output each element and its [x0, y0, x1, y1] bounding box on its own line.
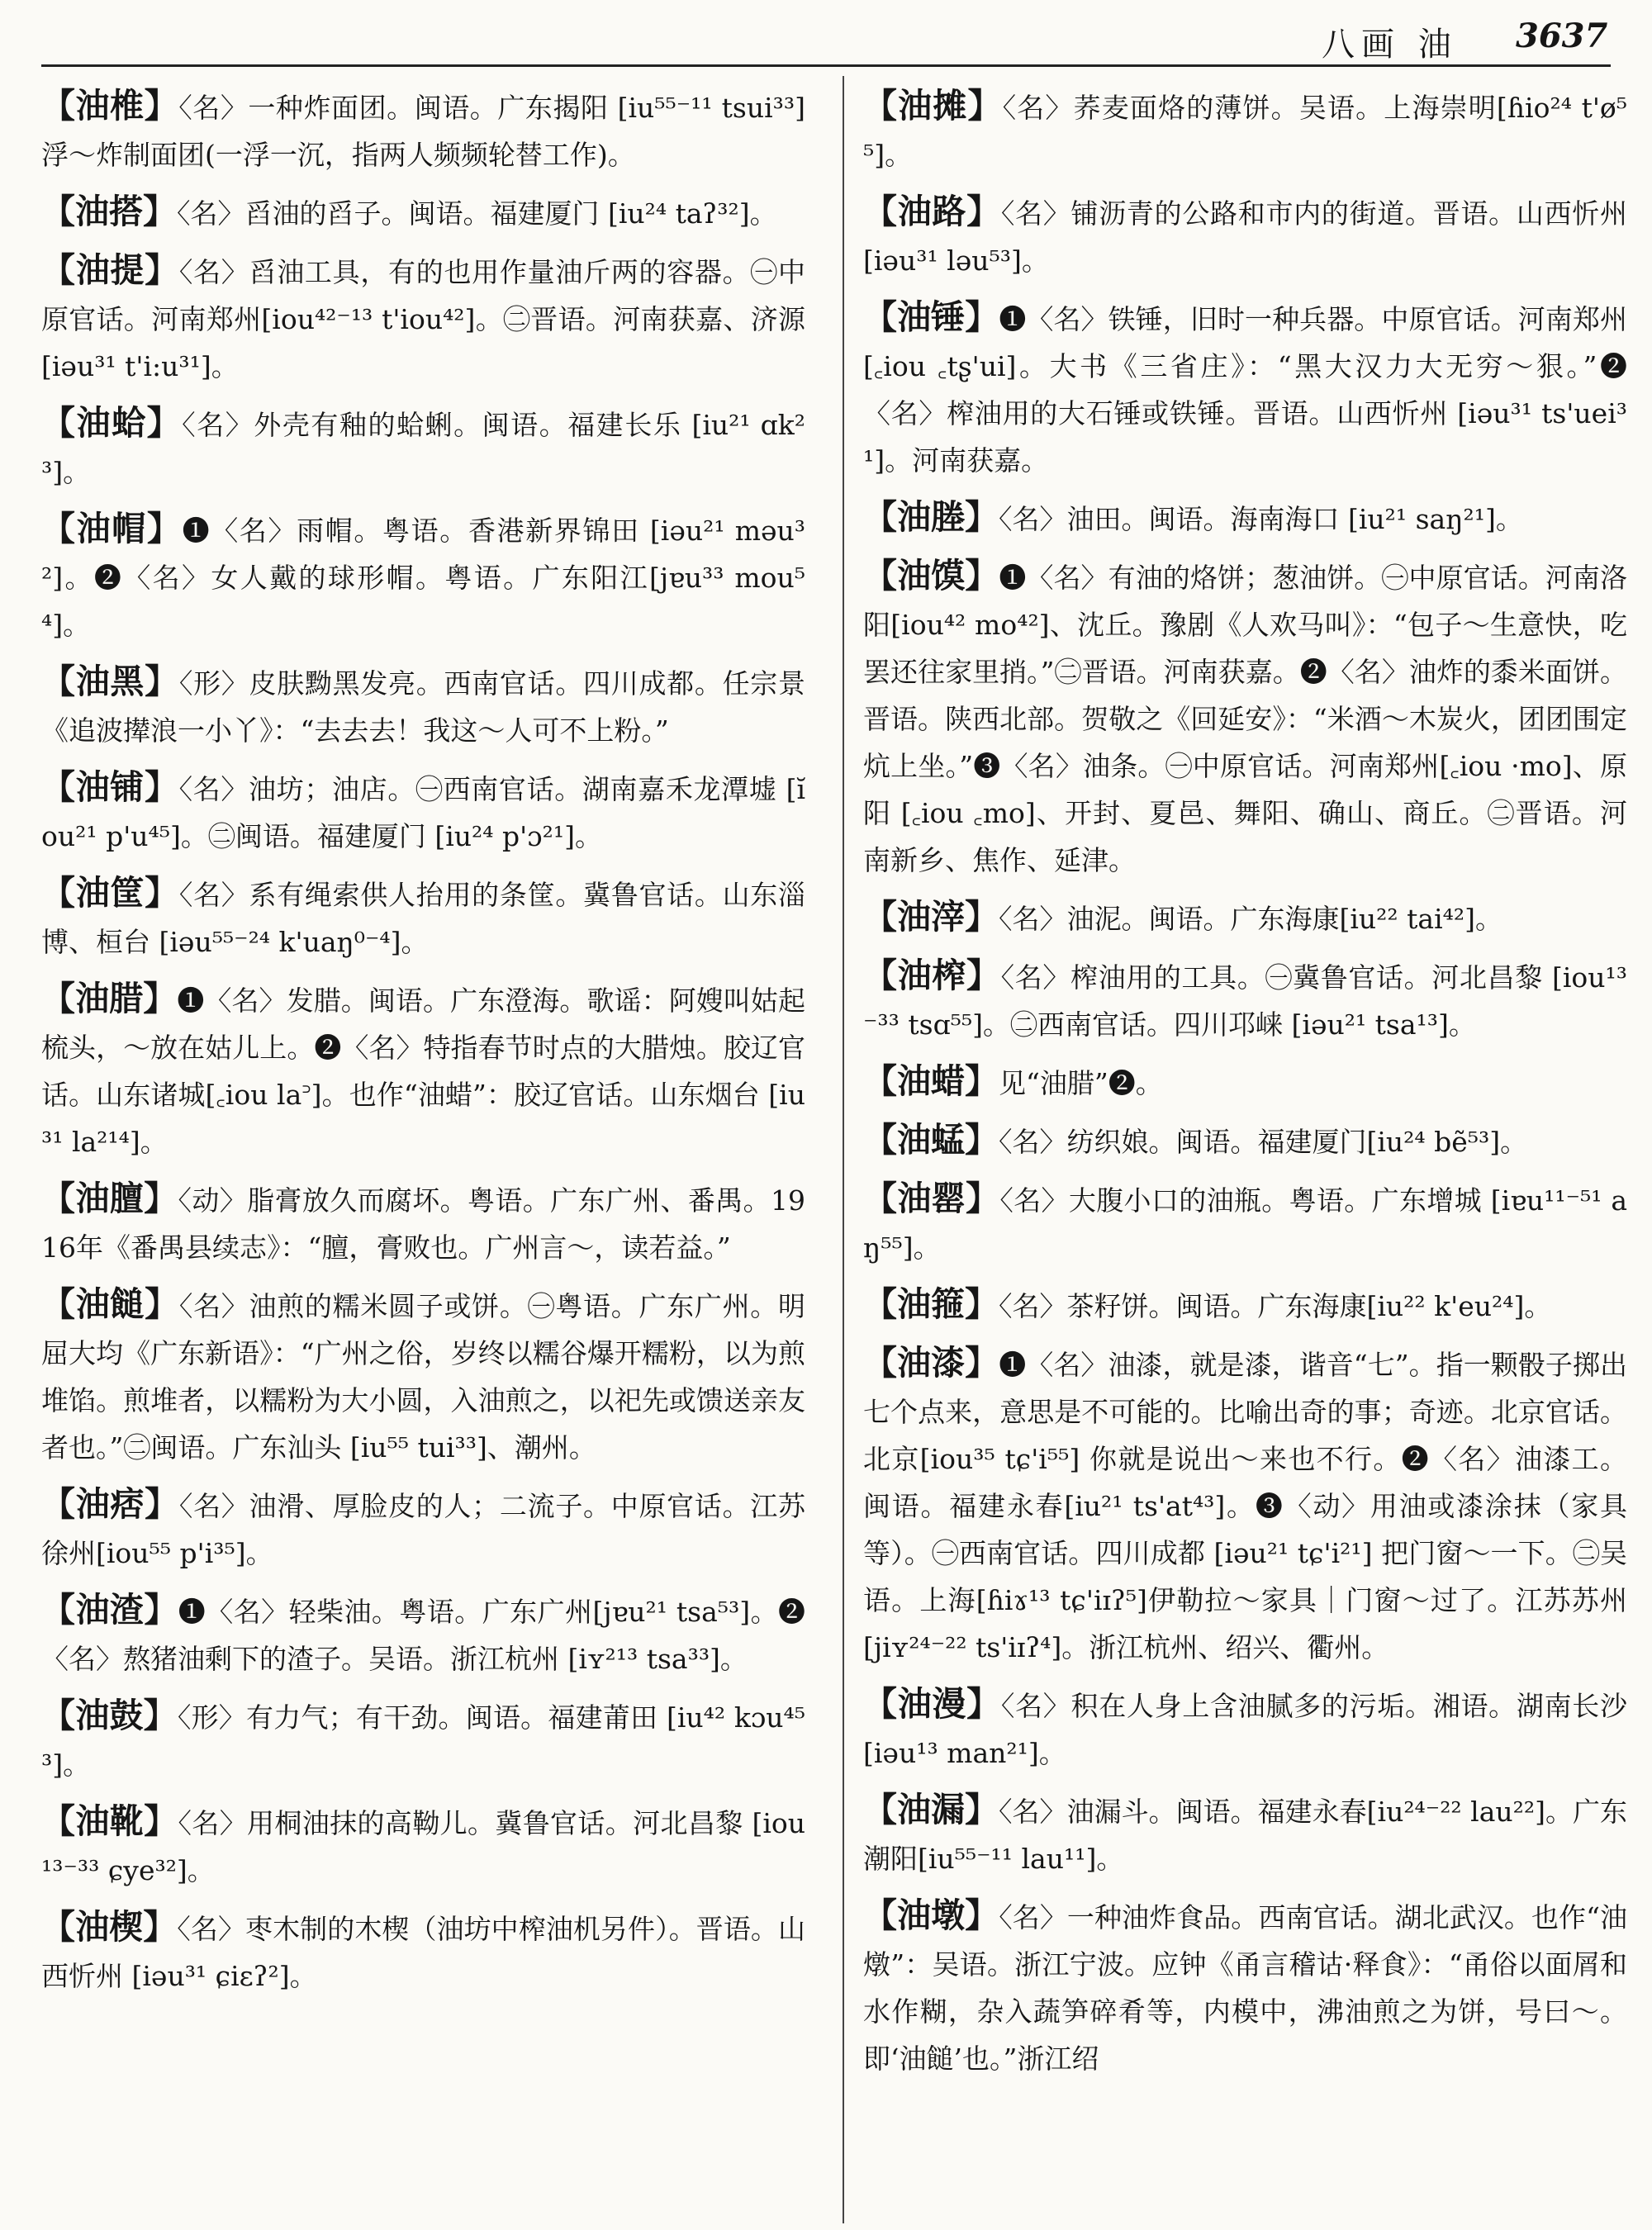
entry-headword: 【油箍】 [863, 1284, 999, 1324]
dictionary-entry [863, 1892, 1627, 2082]
entry-headword: 【油罂】 [863, 1179, 1000, 1218]
dictionary-entry [863, 1786, 1627, 1882]
entry-headword: 【油漏】 [863, 1790, 999, 1829]
entry-headword: 【油膻】 [41, 1179, 178, 1218]
entry-headword: 【油靴】 [41, 1801, 178, 1841]
section-heading: 八画 油 [1322, 26, 1458, 64]
left-column [41, 83, 805, 2230]
entry-definition: 〈名〉榨油用的工具。㊀冀鲁官话。河北昌黎 [iou¹³⁻³³ tsɑ⁵⁵]。㊁西南官话。四川邛崃 [iəu²¹ tsa¹³]。 [863, 961, 1627, 1041]
entry-definition: ❶〈名〉铁锤，旧时一种兵器。中原官话。河南郑州[꜀iou ꜀tʂ'ui]。大书《三省庄》：“黑大汉力大无穷～狠。”❷〈名〉榨油用的大石锤或铁锤。晋语。山西忻州 [iəu³¹ ts'uei³¹]。河南获嘉。 [863, 303, 1627, 477]
dictionary-entry [863, 1117, 1627, 1165]
entry-definition: 〈名〉纺织娘。闽语。福建厦门[iu²⁴ bẽ⁵³]。 [999, 1126, 1528, 1158]
entry-definition: 〈名〉系有绳索供人抬用的条筐。冀鲁官话。山东淄博、桓台 [iəu⁵⁵⁻²⁴ k'uaŋ⁰⁻⁴]。 [41, 879, 805, 958]
entry-definition: 〈名〉油泥。闽语。广东海康[iu²² tai⁴²]。 [999, 903, 1502, 935]
page-number: 3637 [1516, 17, 1608, 55]
entry-definition: 〈名〉舀油工具，有的也用作量油斤两的容器。㊀中原官话。河南郑州[iou⁴²⁻¹³ t'iou⁴²]。㊁晋语。河南获嘉、济源[iəu³¹ t'i:u³¹]。 [41, 256, 805, 382]
dictionary-entry [863, 1175, 1627, 1271]
entry-definition: ❶〈名〉雨帽。粤语。香港新界锦田 [iəu²¹ məu³²]。❷〈名〉女人戴的球形帽。粤语。广东阳江[jɐu³³ mou⁵⁴]。 [41, 515, 805, 641]
entry-definition: 〈名〉舀油的舀子。闽语。福建厦门 [iu²⁴ taʔ³²]。 [177, 197, 777, 230]
entry-definition: 〈名〉油滑、厚脸皮的人；二流子。中原官话。江苏徐州[iou⁵⁵ p'i³⁵]。 [41, 1490, 805, 1569]
entry-definition: ❶〈名〉有油的烙饼；葱油饼。㊀中原官话。河南洛阳[iou⁴² mo⁴²]、沈丘。豫剧《人欢马叫》：“包子～生意快，吃罢还往家里捎。”㊁晋语。河南获嘉。❷〈名〉油炸的黍米面饼。晋语。陕西北部。贺敬之《回延安》：“米酒～木炭火，团团围定炕上坐。”❸〈名〉油条。㊀中原官话。河南郑州[꜀iou ·mo]、原阳 [꜀iou ꜀mo]、开封、夏邑、舞阳、确山、商丘。㊁晋语。河南新乡、焦作、延津。 [863, 562, 1627, 876]
entry-headword: 【油痞】 [41, 1484, 179, 1524]
entry-definition: 〈名〉一种油炸食品。西南官话。湖北武汉。也作“油燉”：吴语。浙江宁波。应钟《甬言稽诂·释食》：“甬俗以面屑和水作糊，杂入蔬笋碎肴等，内模中，沸油煎之为饼，号曰～。即‘油䭔’也。”浙江绍 [863, 1901, 1627, 2075]
dictionary-entry [41, 1281, 805, 1471]
right-column [863, 83, 1627, 2230]
entry-headword: 【油馍】 [863, 556, 999, 595]
dictionary-entry [863, 1681, 1627, 1777]
entry-definition: 〈名〉油田。闽语。海南海口 [iu²¹ saŋ²¹]。 [999, 503, 1523, 535]
dictionary-entry [41, 505, 805, 648]
dictionary-entry [41, 83, 805, 178]
entry-headword: 【油蜡】 [863, 1061, 999, 1101]
dictionary-entry [41, 1692, 805, 1788]
entry-definition: ❶〈名〉发腊。闽语。广东澄海。歌谣：阿嫂叫姑起梳头，～放在姑儿上。❷〈名〉特指春节时点的大腊烛。胶辽官话。山东诸城[꜀iou la꜄]。也作“油蜡”：胶辽官话。山东烟台 [iu³¹ la²¹⁴]。 [41, 985, 805, 1158]
entry-definition: ❶〈名〉油漆，就是漆，谐音“七”。指一颗骰子掷出七个点来，意思是不可能的。比喻出奇的事；奇迹。北京官话。北京[iou³⁵ tɕ'i⁵⁵] 你就是说出～来也不行。❷〈名〉油漆工。闽语。福建永春[iu²¹ ts'at⁴³]。❸〈动〉用油或漆涂抹（家具等）。㊀西南官话。四川成都 [iəu²¹ tɕ'i²¹] 把门窗～一下。㊁吴语。上海[ɦiɤ¹³ tɕ'iɪʔ⁵]伊勒拉～家具｜门窗～过了。江苏苏州 [jiʏ²⁴⁻²² ts'iɪʔ⁴]。浙江杭州、绍兴、衢州。 [863, 1349, 1627, 1663]
dictionary-entry [41, 1175, 805, 1271]
entry-headword: 【油滓】 [863, 897, 999, 937]
entry-definition: 〈形〉皮肤黝黑发亮。西南官话。四川成都。任宗景《追波撵浪一小丫》：“去去去！我这～人可不上粉。” [41, 667, 805, 747]
page-header [0, 0, 1652, 66]
entry-definition: 〈名〉茶籽饼。闽语。广东海康[iu²² k'eu²⁴]。 [999, 1290, 1552, 1322]
entry-headword: 【油帽】 [41, 509, 183, 548]
entry-definition: 〈名〉油坊；油店。㊀西南官话。湖南嘉禾龙潭墟 [ĭou²¹ p'u⁴⁵]。㊁闽语。福建厦门 [iu²⁴ p'ɔ²¹]。 [41, 773, 805, 852]
entry-definition: 〈名〉大腹小口的油瓶。粤语。广东增城 [iɐu¹¹⁻⁵¹ aŋ⁵⁵]。 [863, 1184, 1627, 1264]
entry-headword: 【油塍】 [863, 497, 999, 537]
dictionary-entry [41, 764, 805, 860]
entry-definition: 〈名〉铺沥青的公路和市内的街道。晋语。山西忻州 [iəu³¹ ləu⁵³]。 [863, 197, 1627, 277]
entry-headword: 【油渣】 [41, 1590, 178, 1630]
entry-headword: 【油椎】 [41, 86, 179, 126]
entry-headword: 【油腊】 [41, 979, 178, 1018]
dictionary-entry [863, 494, 1627, 543]
header-rule [41, 64, 1611, 67]
entry-headword: 【油漆】 [863, 1343, 999, 1383]
dictionary-entry [863, 1281, 1627, 1330]
dictionary-entry [41, 1587, 805, 1682]
entry-headword: 【油筐】 [41, 873, 179, 913]
entry-headword: 【油路】 [863, 192, 1001, 231]
entry-headword: 【油楔】 [41, 1907, 178, 1947]
entry-definition: 见“油腊”❷。 [999, 1067, 1163, 1099]
entry-definition: ❶〈名〉轻柴油。粤语。广东广州[jɐu²¹ tsa⁵³]。❷〈名〉熬猪油剩下的渣子。吴语。浙江杭州 [iʏ²¹³ tsa³³]。 [41, 1596, 805, 1675]
entry-headword: 【油鼓】 [41, 1696, 178, 1735]
dictionary-entry [41, 400, 805, 496]
entry-headword: 【油蜢】 [863, 1120, 999, 1160]
dictionary-entry [863, 188, 1627, 284]
dictionary-entry [41, 658, 805, 754]
dictionary-entry [41, 1481, 805, 1577]
entry-headword: 【油黑】 [41, 662, 179, 701]
entry-headword: 【油墩】 [863, 1896, 999, 1935]
entry-headword: 【油榨】 [863, 956, 1001, 995]
entry-headword: 【油蛤】 [41, 403, 183, 443]
entry-headword: 【油漫】 [863, 1684, 1001, 1724]
entry-definition: 〈名〉一种炸面团。闽语。广东揭阳 [iu⁵⁵⁻¹¹ tsui³³] 浮～炸制面团(一浮一沉，指两人频频轮替工作)。 [41, 92, 805, 171]
entry-definition: 〈名〉油煎的糯米圆子或饼。㊀粤语。广东广州。明屈大均《广东新语》：“广州之俗，岁终以糯谷爆开糯粉，以为煎堆馅。煎堆者，以糯粉为大小圆，入油煎之，以祀先或馈送亲友者也。”㊁闽语。广东汕头 [iu⁵⁵ tui³³]、潮州。 [41, 1290, 805, 1464]
entry-definition: 〈动〉脂膏放久而腐坏。粤语。广东广州、番禺。1916年《番禺县续志》：“膻，膏败也。广州言～，读若益。” [41, 1184, 805, 1264]
column-divider [843, 76, 844, 2223]
dictionary-entry [41, 188, 805, 237]
entry-definition: 〈名〉外壳有釉的蛤蜊。闽语。福建长乐 [iu²¹ ɑk²³]。 [41, 409, 805, 488]
entry-headword: 【油䭔】 [41, 1284, 179, 1324]
dictionary-entry [863, 83, 1627, 178]
entry-definition: 〈名〉积在人身上含油腻多的污垢。湘语。湖南长沙[iəu¹³ man²¹]。 [863, 1690, 1627, 1769]
dictionary-entry [41, 975, 805, 1165]
entry-definition: 〈名〉油漏斗。闽语。福建永春[iu²⁴⁻²² lau²²]。广东潮阳[iu⁵⁵⁻¹¹ lau¹¹]。 [863, 1796, 1627, 1875]
dictionary-entry [863, 553, 1627, 884]
entry-headword: 【油提】 [41, 250, 179, 290]
entry-headword: 【油搭】 [41, 192, 177, 231]
dictionary-entry [863, 294, 1627, 484]
entry-headword: 【油摊】 [863, 86, 1003, 126]
dictionary-entry [41, 1904, 805, 2000]
entry-definition: 〈名〉荞麦面烙的薄饼。吴语。上海崇明[ɦio²⁴ t'ø⁵⁵]。 [863, 92, 1627, 171]
dictionary-entry [863, 894, 1627, 942]
dictionary-entry [863, 1340, 1627, 1671]
entry-definition: 〈名〉用桐油抹的高靿儿。冀鲁官话。河北昌黎 [iou¹³⁻³³ ɕye³²]。 [41, 1807, 805, 1886]
dictionary-entry [41, 247, 805, 390]
entry-headword: 【油铺】 [41, 767, 179, 807]
dictionary-entry [41, 1798, 805, 1894]
entry-definition: 〈名〉枣木制的木楔（油坊中榨油机另件）。晋语。山西忻州 [iəu³¹ ɕiɛʔ²]。 [41, 1913, 805, 1992]
entry-headword: 【油锤】 [863, 297, 999, 337]
dictionary-entry [41, 870, 805, 966]
entry-definition: 〈形〉有力气；有干劲。闽语。福建莆田 [iu⁴² kɔu⁴⁵³]。 [41, 1701, 805, 1781]
dictionary-entry [863, 952, 1627, 1048]
dictionary-entry [863, 1058, 1627, 1107]
